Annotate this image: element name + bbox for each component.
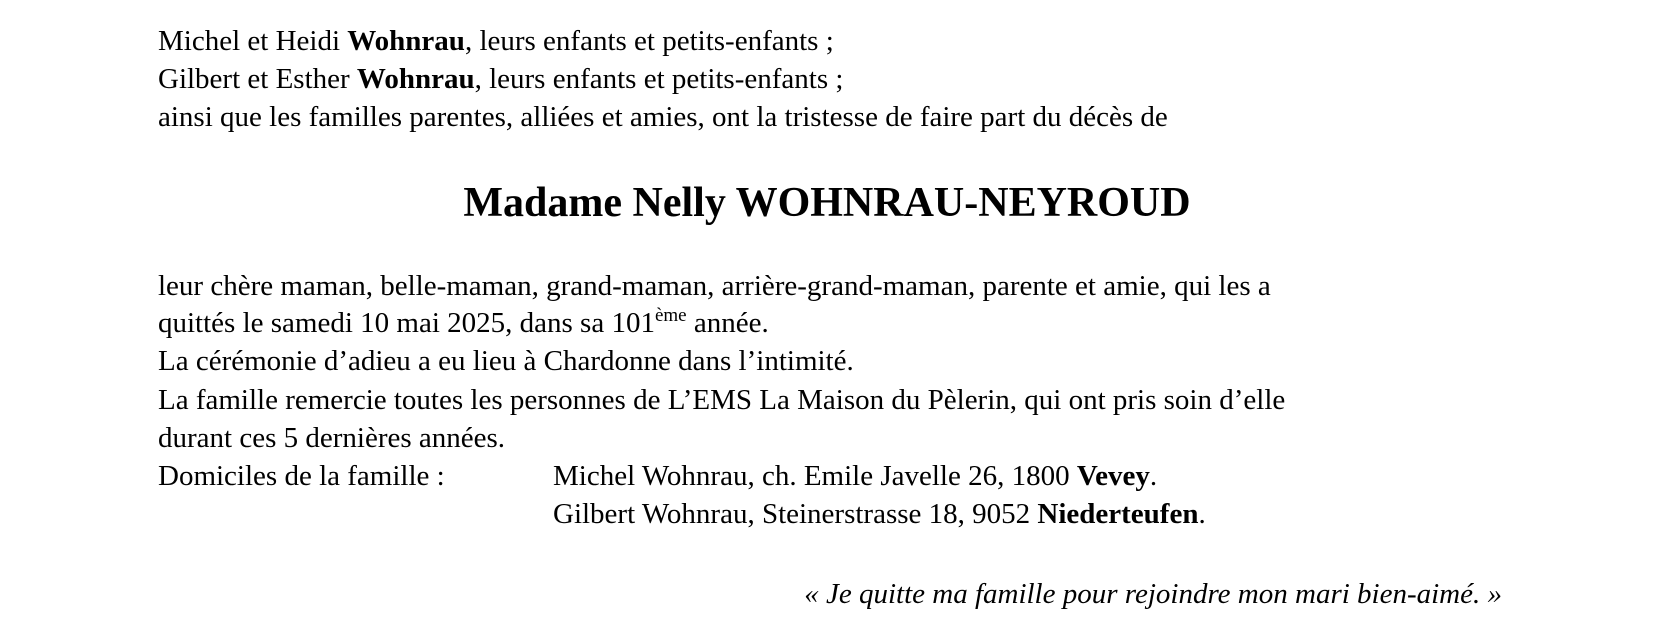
intro-line-3: ainsi que les familles parentes, alliées et amies, ont la tristesse de faire part du décès de — [158, 101, 1168, 133]
deceased-name-heading: Madame Nelly WOHNRAU-NEYROUD — [463, 180, 1191, 226]
body-line-2-suffix: année. — [686, 307, 769, 339]
address-1-end: . — [1149, 460, 1158, 492]
address-2-city: Niederteufen — [1037, 498, 1199, 530]
body-line-4: La famille remercie toutes les personnes de L’EMS La Maison du Pèlerin, qui ont pris soin d’elle — [158, 384, 1286, 416]
family-name-2: Wohnrau — [356, 63, 475, 95]
body-line-2 — [158, 305, 769, 339]
domicile-address-1 — [553, 462, 1157, 491]
intro-line-2-suffix: , leurs enfants et petits-enfants ; — [474, 63, 844, 95]
intro-line-2 — [158, 65, 843, 94]
intro-line-1 — [158, 27, 834, 56]
address-1-city: Vevey — [1076, 460, 1150, 492]
domicile-address-2 — [553, 500, 1206, 529]
intro-line-1-prefix: Michel et Heidi — [158, 25, 348, 57]
body-line-3: La cérémonie d’adieu a eu lieu à Chardonne dans l’intimité. — [158, 345, 854, 377]
intro-line-2-prefix: Gilbert et Esther — [158, 63, 357, 95]
address-2-text: Gilbert Wohnrau, Steinerstrasse 18, 9052 — [553, 498, 1038, 530]
family-name-1: Wohnrau — [347, 25, 465, 57]
body-line-5: durant ces 5 dernières années. — [158, 422, 506, 454]
closing-quote: « Je quitte ma famille pour rejoindre mon mari bien-aimé. » — [804, 578, 1502, 610]
domiciles-label: Domiciles de la famille : — [158, 460, 445, 492]
intro-line-1-suffix: , leurs enfants et petits-enfants ; — [464, 25, 834, 57]
address-2-end: . — [1198, 498, 1206, 530]
body-line-2-prefix: quittés le samedi 10 mai 2025, dans sa 101 — [158, 307, 655, 339]
body-line-1: leur chère maman, belle-maman, grand-maman, arrière-grand-maman, parente et amie, qui les a — [158, 270, 1271, 302]
ordinal-superscript: ème — [654, 305, 687, 326]
address-1-text: Michel Wohnrau, ch. Emile Javelle 26, 1800 — [553, 460, 1077, 492]
